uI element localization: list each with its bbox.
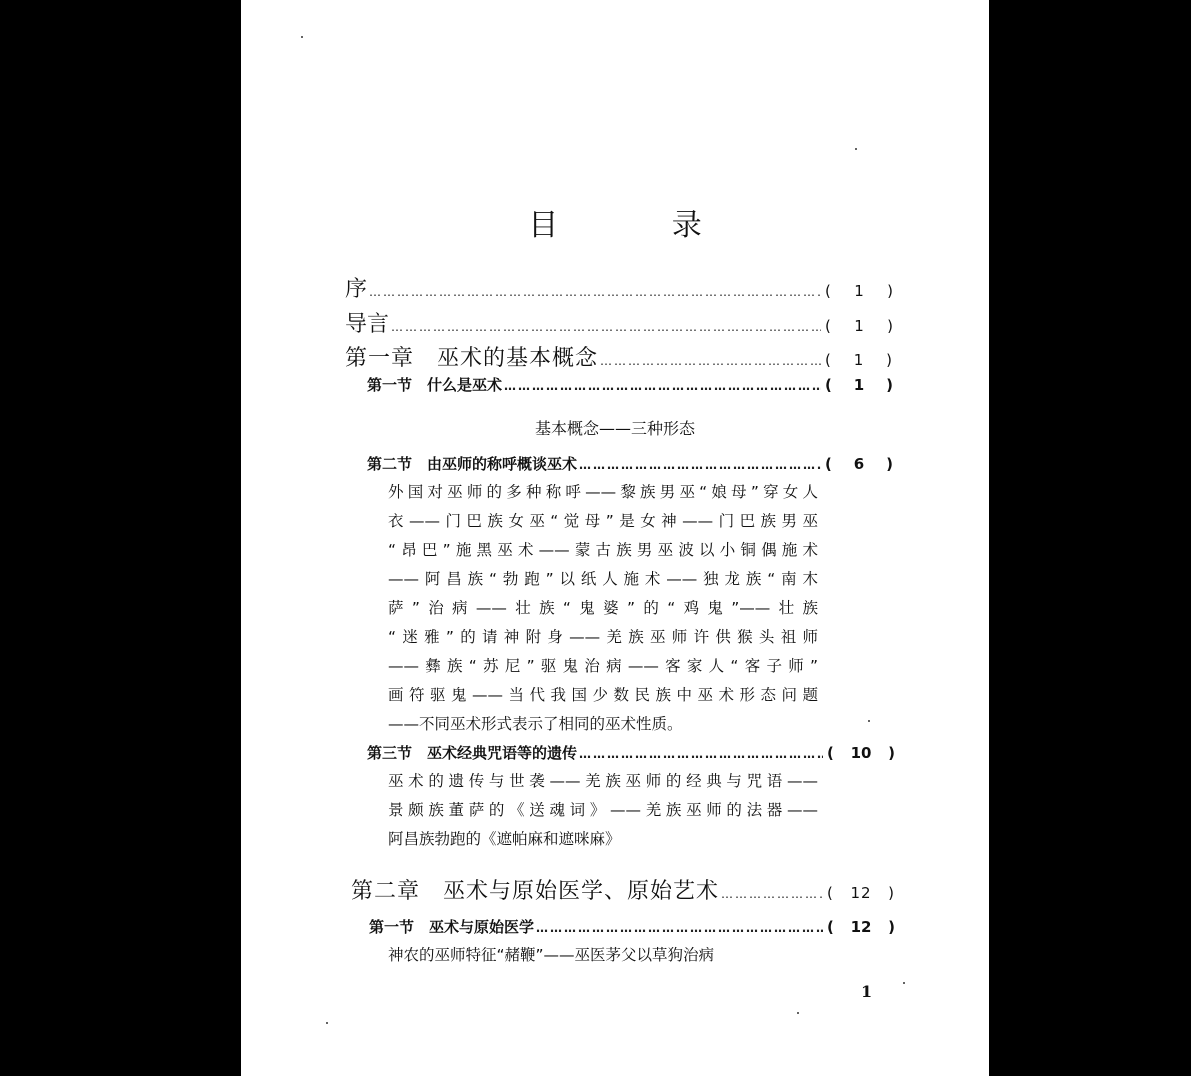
toc-entry-page: ( 12 )	[827, 884, 895, 902]
page-number: 1	[861, 982, 873, 1001]
dot-leader	[600, 354, 821, 368]
ch2-section-1-description	[388, 941, 818, 970]
toc-entry-page: ( 1 )	[825, 282, 893, 300]
dot-leader	[536, 921, 823, 935]
description-line: 外国对巫师的多种称呼——黎族男巫“娘母”穿女人	[388, 483, 818, 501]
page-title: 目 录	[528, 208, 754, 243]
description-line: 巫术的遗传与世袭——羌族巫师的经典与咒语——	[388, 772, 818, 790]
scan-speck	[868, 720, 870, 722]
toc-entry-label: 第二节 由巫师的称呼概谈巫术	[367, 455, 578, 473]
toc-entry-ch1-sec2[interactable]	[367, 453, 893, 474]
toc-entry-ch1-sec3[interactable]	[367, 742, 895, 763]
toc-entry-ch2-sec1[interactable]	[369, 916, 895, 937]
description-line: 衣——门巴族女巫“觉母”是女神——门巴族男巫	[388, 512, 818, 530]
scan-speck	[855, 148, 857, 150]
description-line: 萨”治病——壮族“鬼婆”的“鸡鬼”——壮族	[388, 599, 818, 617]
toc-entry-label: 第一节 什么是巫术	[367, 376, 503, 394]
description-line: 景颇族董萨的《送魂词》——羌族巫师的法器——	[388, 801, 818, 819]
description-line: ——彝族“苏尼”驱鬼治病——客家人“客子师”	[388, 657, 818, 675]
dot-leader	[579, 747, 823, 761]
toc-entry-page: ( 12 )	[827, 918, 895, 936]
toc-entry-page: ( 1 )	[825, 376, 893, 394]
toc-entry-introduction[interactable]	[345, 307, 893, 338]
toc-entry-label: 第一节 巫术与原始医学	[369, 918, 535, 936]
toc-entry-chapter-1[interactable]	[345, 341, 893, 372]
toc-entry-page: ( 1 )	[825, 317, 893, 335]
toc-entry-label: 序	[345, 277, 368, 302]
description-line: 神农的巫师特征“赭鞭”——巫医茅父以草狗治病	[388, 946, 715, 964]
toc-entry-label: 第一章 巫术的基本概念	[345, 346, 599, 371]
scan-speck	[326, 1022, 328, 1024]
dot-leader	[391, 320, 821, 334]
description-line: ——阿昌族“勃跑”以纸人施术——独龙族“南木	[388, 570, 818, 588]
scan-speck	[797, 1012, 799, 1014]
document-page	[241, 0, 989, 1076]
toc-entry-label: 第三节 巫术经典咒语等的遗传	[367, 744, 578, 762]
toc-entry-page: ( 10 )	[827, 744, 895, 762]
dot-leader	[504, 379, 821, 393]
description-line: “昂巴”施黑巫术——蒙古族男巫波以小铜偶施术	[388, 541, 818, 559]
toc-entry-label: 导言	[345, 312, 390, 337]
scan-speck	[301, 36, 303, 38]
dot-leader	[369, 285, 821, 299]
toc-entry-chapter-2[interactable]	[351, 874, 895, 905]
scan-speck	[903, 982, 905, 984]
toc-entry-page: ( 6 )	[825, 455, 893, 473]
dot-leader	[721, 887, 823, 901]
toc-entry-ch1-sec1[interactable]	[367, 374, 893, 395]
section-subheading: 基本概念——三种形态	[534, 419, 695, 438]
toc-entry-preface[interactable]	[345, 272, 893, 303]
description-line: ——不同巫术形式表示了相同的巫术性质。	[388, 715, 683, 733]
section-3-description	[388, 767, 818, 854]
toc-entry-label: 第二章 巫术与原始医学、原始艺术	[351, 879, 720, 904]
description-line: “迷雅”的请神附身——羌族巫师许供猴头祖师	[388, 628, 818, 646]
description-line: 画符驱鬼——当代我国少数民族中巫术形态问题	[388, 686, 818, 704]
section-2-description	[388, 478, 818, 739]
description-line: 阿昌族勃跑的《遮帕麻和遮咪麻》	[388, 830, 621, 848]
toc-entry-page: ( 1 )	[825, 351, 893, 369]
dot-leader	[579, 458, 821, 472]
